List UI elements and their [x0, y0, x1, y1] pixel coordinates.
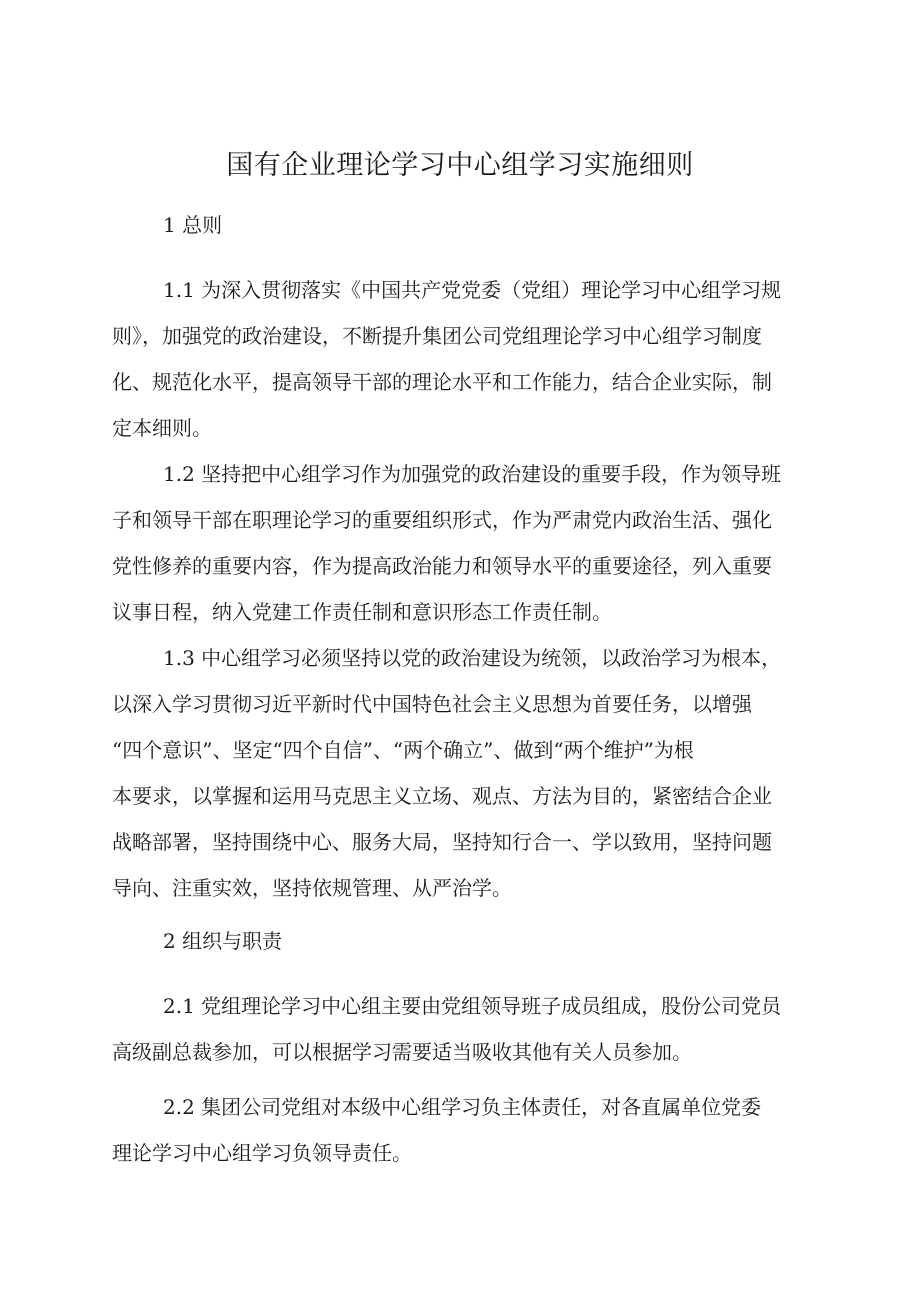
section-heading-organization: 2 组织与职责	[163, 929, 283, 953]
paragraph-line: 导向、注重实效，坚持依规管理、从严治学。	[112, 876, 512, 900]
section-heading-general: 1 总则	[163, 213, 223, 237]
paragraph-2-1	[112, 983, 824, 1075]
paragraph-line: 本要求，以掌握和运用马克思主义立场、观点、方法为目的，紧密结合企业	[112, 784, 772, 808]
paragraph-line: 1.3 中心组学习必须坚持以党的政治建设为统领，以政治学习为根本，	[163, 646, 782, 670]
paragraph-line: 战略部署，坚持围绕中心、服务大局，坚持知行合一、学以致用，坚持问题	[112, 830, 772, 854]
paragraph-line: 议事日程，纳入党建工作责任制和意识形态工作责任制。	[112, 600, 612, 624]
paragraph-line: 党性修养的重要内容，作为提高政治能力和领导水平的重要途径，列入重要	[112, 554, 772, 578]
paragraph-1-2	[112, 451, 824, 635]
paragraph-1-1	[112, 267, 824, 451]
paragraph-1-3	[112, 635, 824, 911]
paragraph-line: 2.1 党组理论学习中心组主要由党组领导班子成员组成，股份公司党员	[163, 994, 782, 1018]
paragraph-line: 高级副总裁参加，可以根据学习需要适当吸收其他有关人员参加。	[112, 1040, 692, 1064]
paragraph-line: 理论学习中心组学习负领导责任。	[112, 1141, 412, 1165]
paragraph-line: 1.1 为深入贯彻落实《中国共产党党委（党组）理论学习中心组学习规	[163, 278, 782, 302]
paragraph-line: 子和领导干部在职理论学习的重要组织形式，作为严肃党内政治生活、强化	[112, 508, 772, 532]
paragraph-2-2	[112, 1084, 824, 1176]
paragraph-line: 则》，加强党的政治建设，不断提升集团公司党组理论学习中心组学习制度	[112, 324, 762, 348]
document-title: 国有企业理论学习中心组学习实施细则	[226, 150, 694, 181]
paragraph-line: 1.2 坚持把中心组学习作为加强党的政治建设的重要手段，作为领导班	[163, 462, 782, 486]
paragraph-line: 化、规范化水平，提高领导干部的理论水平和工作能力，结合企业实际，制	[112, 370, 772, 394]
paragraph-line: 以深入学习贯彻习近平新时代中国特色社会主义思想为首要任务，以增强	[112, 692, 752, 716]
paragraph-line: “四个意识”、坚定“四个自信”、“两个确立”、做到“两个维护”为根	[112, 738, 694, 762]
paragraph-line: 2.2 集团公司党组对本级中心组学习负主体责任，对各直属单位党委	[163, 1095, 762, 1119]
paragraph-line: 定本细则。	[112, 416, 212, 440]
